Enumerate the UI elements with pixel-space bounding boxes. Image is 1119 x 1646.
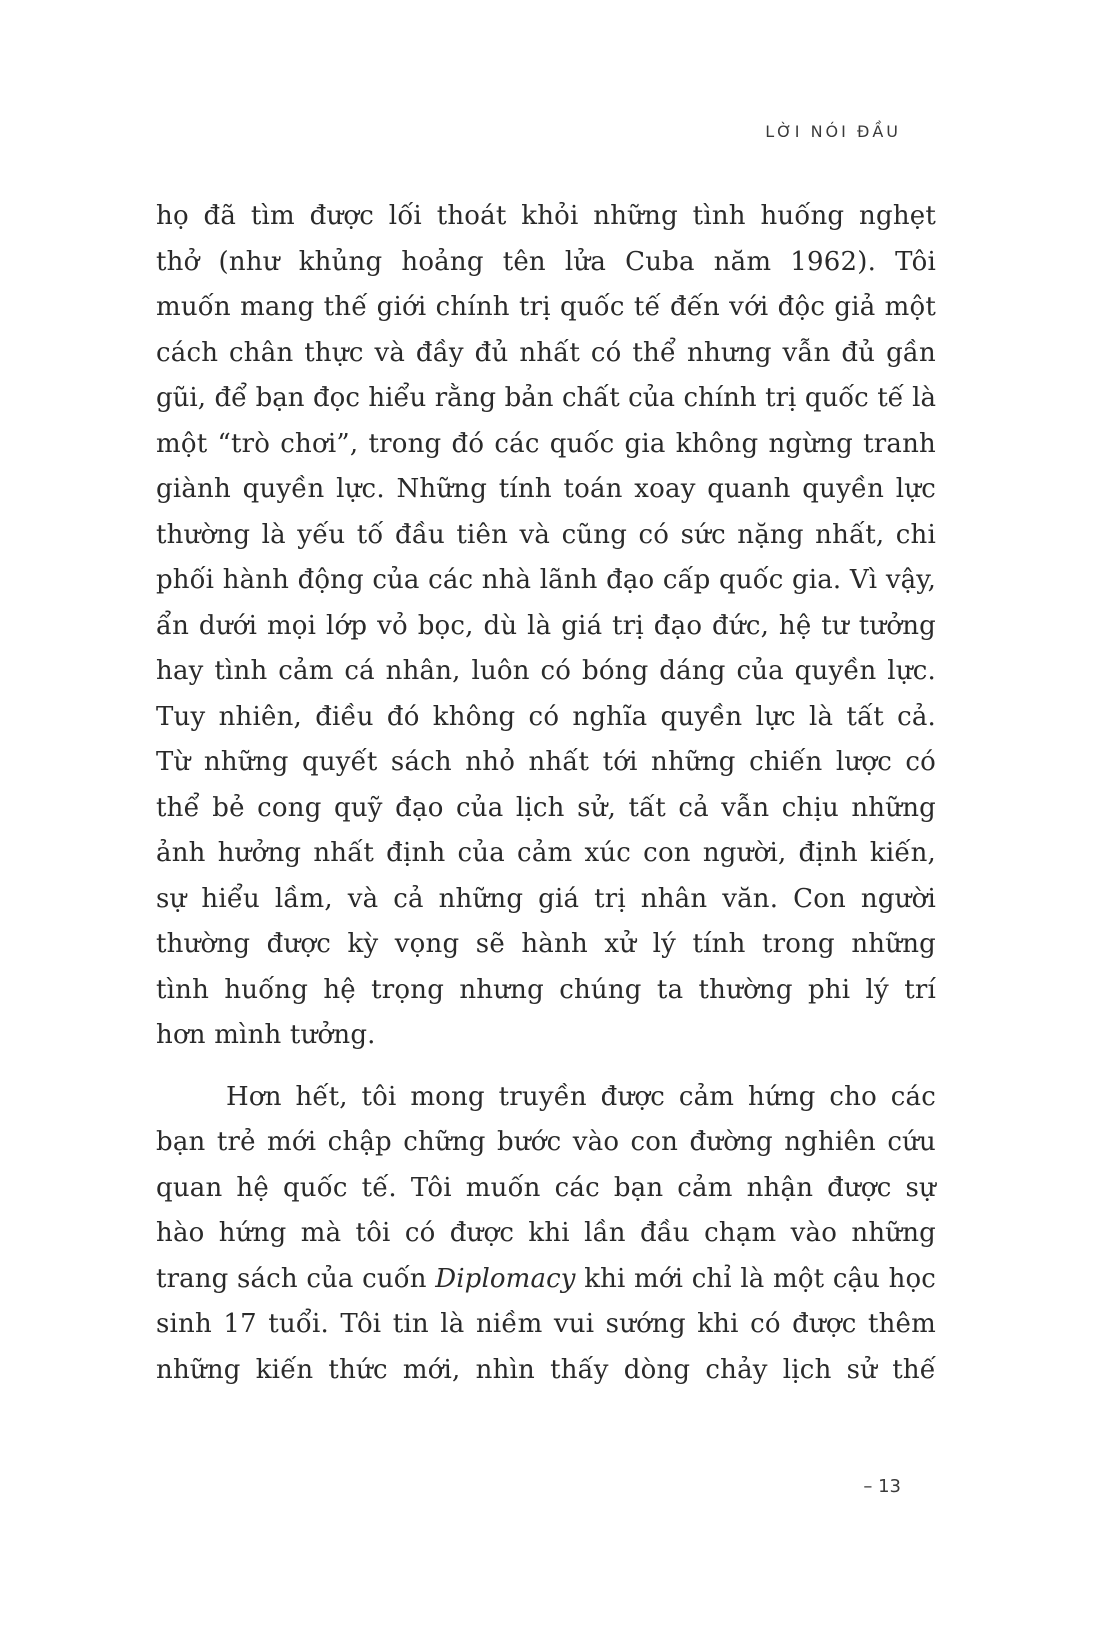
text-line: thở (như khủng hoảng tên lửa Cuba năm 1962). Tôi — [156, 246, 936, 277]
text-line: ảnh hưởng nhất định của cảm xúc con người, định kiến, — [156, 838, 936, 868]
text-line: muốn mang thế giới chính trị quốc tế đến với độc giả một — [156, 292, 936, 322]
text-fragment: trang sách của cuốn — [156, 1263, 436, 1294]
text-line: thường được kỳ vọng sẽ hành xử lý tính trong những — [156, 929, 936, 959]
text-line: hào hứng mà tôi có được khi lần đầu chạm vào những — [156, 1218, 936, 1248]
text-line: họ đã tìm được lối thoát khỏi những tình huống nghẹt — [156, 201, 936, 231]
text-fragment: khi mới chỉ là một cậu học — [575, 1263, 936, 1294]
text-line: những kiến thức mới, nhìn thấy dòng chảy lịch sử thế — [156, 1354, 936, 1385]
text-line: hay tình cảm cá nhân, luôn có bóng dáng của quyền lực. — [156, 656, 936, 686]
text-line: bạn trẻ mới chập chững bước vào con đường nghiên cứu — [156, 1127, 936, 1157]
book-title: Diplomacy — [435, 1263, 576, 1294]
text-line: thể bẻ cong quỹ đạo của lịch sử, tất cả vẫn chịu những — [156, 792, 936, 823]
page-number: – 13 — [863, 1476, 901, 1497]
text-line: sinh 17 tuổi. Tôi tin là niềm vui sướng khi có được thêm — [156, 1309, 936, 1339]
text-line: quan hệ quốc tế. Tôi muốn các bạn cảm nhận được sự — [156, 1172, 936, 1203]
text-line: thường là yếu tố đầu tiên và cũng có sức nặng nhất, chi — [156, 519, 936, 550]
text-line: sự hiểu lầm, và cả những giá trị nhân văn. Con người — [156, 883, 936, 914]
text-line: hơn mình tưởng. — [156, 1020, 376, 1050]
paragraph-1 — [156, 194, 936, 1059]
text-line: Tuy nhiên, điều đó không có nghĩa quyền lực là tất cả. — [156, 701, 936, 732]
text-line-with-book-title — [156, 1257, 936, 1303]
running-header: LỜI NÓI ĐẦU — [765, 122, 901, 141]
paragraph-2 — [156, 1075, 936, 1394]
text-line: gũi, để bạn đọc hiểu rằng bản chất của chính trị quốc tế là — [156, 383, 936, 413]
text-line: giành quyền lực. Những tính toán xoay quanh quyền lực — [156, 474, 936, 504]
text-line: Hơn hết, tôi mong truyền được cảm hứng cho các — [226, 1081, 936, 1112]
text-line: Từ những quyết sách nhỏ nhất tới những chiến lược có — [156, 747, 936, 777]
text-line: tình huống hệ trọng nhưng chúng ta thường phi lý trí — [156, 974, 936, 1005]
body-text — [156, 194, 936, 1409]
text-line: một “trò chơi”, trong đó các quốc gia không ngừng tranh — [156, 428, 936, 459]
text-line: phối hành động của các nhà lãnh đạo cấp quốc gia. Vì vậy, — [156, 565, 936, 595]
text-line: cách chân thực và đầy đủ nhất có thể nhưng vẫn đủ gần — [156, 337, 936, 368]
text-line: ẩn dưới mọi lớp vỏ bọc, dù là giá trị đạo đức, hệ tư tưởng — [156, 610, 936, 641]
